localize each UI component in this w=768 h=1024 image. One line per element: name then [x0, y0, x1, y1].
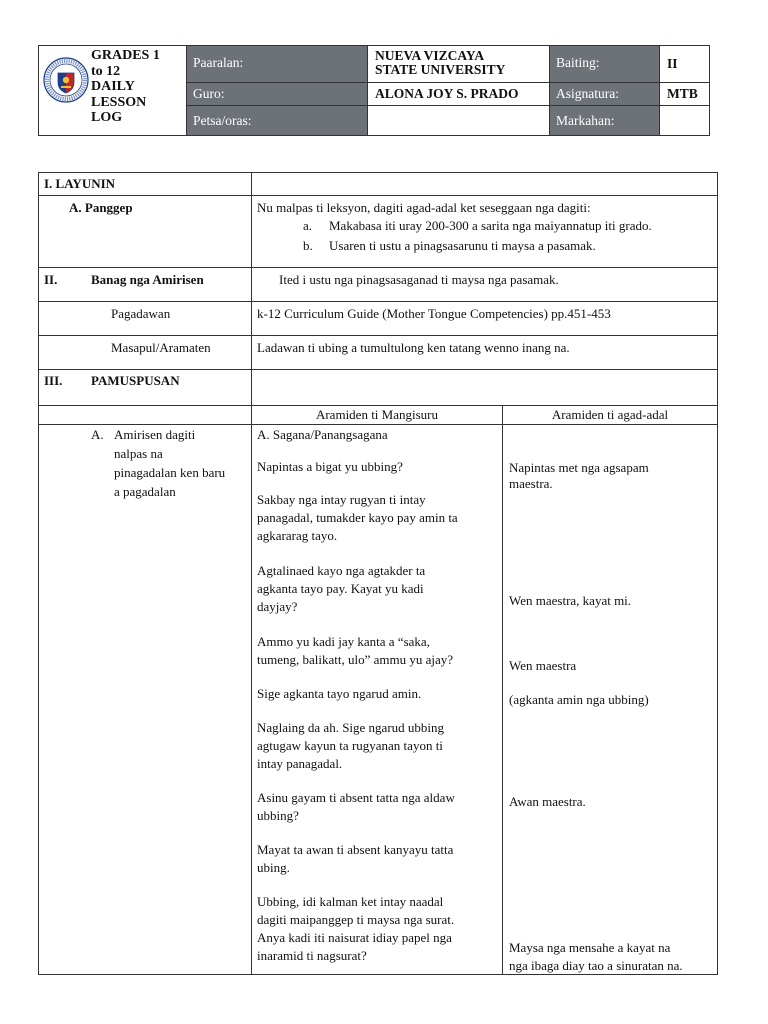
pamuspusan-label: PAMUSPUSAN	[91, 373, 180, 388]
grades-line-1: GRADES 1	[91, 48, 160, 63]
student-response-know: Wen maestra	[509, 658, 577, 673]
baiting-label: Baiting:	[550, 46, 660, 83]
teacher-prayer-line-3: agkararag tayo.	[257, 528, 338, 543]
panggep-label: A. Panggep	[69, 200, 133, 215]
pagadawan-label: Pagadawan	[111, 306, 171, 321]
student-singing: (agkanta amin nga ubbing)	[509, 692, 649, 707]
teacher-sit-line-1: Naglaing da ah. Sige ngarud ubbing	[257, 720, 445, 735]
teacher-review-line-2: dagiti maipanggep ti maysa nga surat.	[257, 912, 455, 927]
petsa-label: Petsa/oras:	[187, 106, 368, 135]
paaralan-value-line-1: NUEVA VIZCAYA	[375, 48, 485, 63]
guro-value: ALONA JOY S. PRADO	[368, 83, 550, 106]
section-a-marker: A.	[91, 427, 104, 442]
guro-label: Guro:	[187, 83, 368, 106]
teacher-no-absent-line-2: ubing.	[257, 860, 290, 875]
section-a-line-4: a pagadalan	[114, 484, 176, 499]
student-response-song: Wen maestra, kayat mi.	[509, 593, 632, 608]
teacher-song-line-2: agkanta tayo pay. Kayat yu kadi	[257, 581, 424, 596]
student-response-absent: Awan maestra.	[509, 794, 586, 809]
markahan-value	[660, 106, 709, 135]
objective-b: Usaren ti ustu a pinagsasarunu ti maysa a pasamak.	[329, 238, 596, 253]
logo-cell	[39, 46, 187, 135]
teacher-sing-together: Sige agkanta tayo ngarud amin.	[257, 686, 422, 701]
teacher-review-line-4: inaramid ti nagsurat?	[257, 948, 367, 963]
banag-number: II.	[44, 272, 58, 287]
section-a-line-1: Amirisen dagiti	[114, 427, 196, 442]
teacher-know-song-line-1: Ammo yu kadi jay kanta a “saka,	[257, 634, 430, 649]
lesson-log-table	[38, 172, 718, 975]
pagadawan-value: k-12 Curriculum Guide (Mother Tongue Competencies) pp.451-453	[257, 306, 611, 321]
grades-line-2: to 12	[91, 63, 121, 79]
masapul-value: Ladawan ti ubing a tumultulong ken tatang wenno inang na.	[257, 340, 570, 355]
panggep-intro: Nu malpas ti leksyon, dagiti agad-adal ket seseggaan nga dagiti:	[257, 200, 591, 215]
pamuspusan-number: III.	[44, 373, 63, 388]
baiting-value: II	[660, 46, 709, 83]
teacher-sagana: A. Sagana/Panangsagana	[257, 427, 388, 442]
asignatura-value: MTB	[660, 83, 709, 106]
teacher-absent-line-1: Asinu gayam ti absent tatta nga aldaw	[257, 790, 455, 805]
student-column-header: Aramiden ti agad-adal	[551, 407, 669, 422]
teacher-column-header: Aramiden ti Mangisuru	[315, 407, 439, 422]
petsa-value	[368, 106, 550, 135]
grades-line-3: DAILY	[91, 79, 135, 94]
teacher-sit-line-2: agtugaw kayun ta rugyanan tayon ti	[257, 738, 443, 753]
teacher-prayer-line-2: panagadal, tumakder kayo pay amin ta	[257, 510, 458, 525]
paaralan-value-line-2: STATE UNIVERSITY	[375, 62, 506, 77]
teacher-greeting: Napintas a bigat yu ubbing?	[257, 459, 403, 474]
masapul-label: Masapul/Aramaten	[111, 340, 211, 355]
section-a-line-3: pinagadalan ken baru	[114, 465, 226, 480]
student-review-line-2: nga ibaga diay tao a sinuratan na.	[509, 958, 683, 973]
markahan-label: Markahan:	[550, 106, 660, 135]
deped-seal-icon	[43, 57, 89, 103]
sub-column-divider	[502, 406, 503, 974]
paaralan-value	[368, 46, 550, 83]
student-greeting-line-2: maestra.	[509, 476, 553, 491]
student-greeting-line-1: Napintas met nga agsapam	[509, 460, 649, 475]
grades-daily-lesson-log-title	[91, 48, 185, 126]
paaralan-label: Paaralan:	[187, 46, 368, 83]
section-a-line-2: nalpas na	[114, 446, 163, 461]
asignatura-label: Asignatura:	[550, 83, 660, 106]
teacher-no-absent-line-1: Mayat ta awan ti absent kanyayu tatta	[257, 842, 454, 857]
objective-b-marker: b.	[303, 238, 313, 253]
objective-a: Makabasa iti uray 200-300 a sarita nga maiyannatup iti grado.	[329, 218, 652, 233]
layunin-heading: I. LAYUNIN	[44, 176, 116, 191]
banag-value: Ited i ustu nga pinagsasaganad ti maysa nga pasamak.	[279, 272, 559, 287]
teacher-absent-line-2: ubbing?	[257, 808, 299, 823]
grades-line-4: LESSON	[91, 94, 147, 110]
banag-label: Banag nga Amirisen	[91, 272, 204, 287]
column-divider	[251, 173, 252, 974]
grades-line-5: LOG	[91, 110, 123, 125]
objective-a-marker: a.	[303, 218, 313, 233]
student-review-line-1: Maysa nga mensahe a kayat na	[509, 940, 671, 955]
teacher-prayer-line-1: Sakbay nga intay rugyan ti intay	[257, 492, 426, 507]
teacher-review-line-3: Anya kadi iti naisurat idiay papel nga	[257, 930, 452, 945]
teacher-song-line-1: Agtalinaed kayo nga agtakder ta	[257, 563, 426, 578]
teacher-song-line-3: dayjay?	[257, 599, 298, 614]
header-table	[38, 45, 710, 136]
teacher-sit-line-3: intay panagadal.	[257, 756, 343, 771]
teacher-know-song-line-2: tumeng, balikatt, ulo” ammu yu ajay?	[257, 652, 454, 667]
teacher-review-line-1: Ubbing, idi kalman ket intay naadal	[257, 894, 444, 909]
